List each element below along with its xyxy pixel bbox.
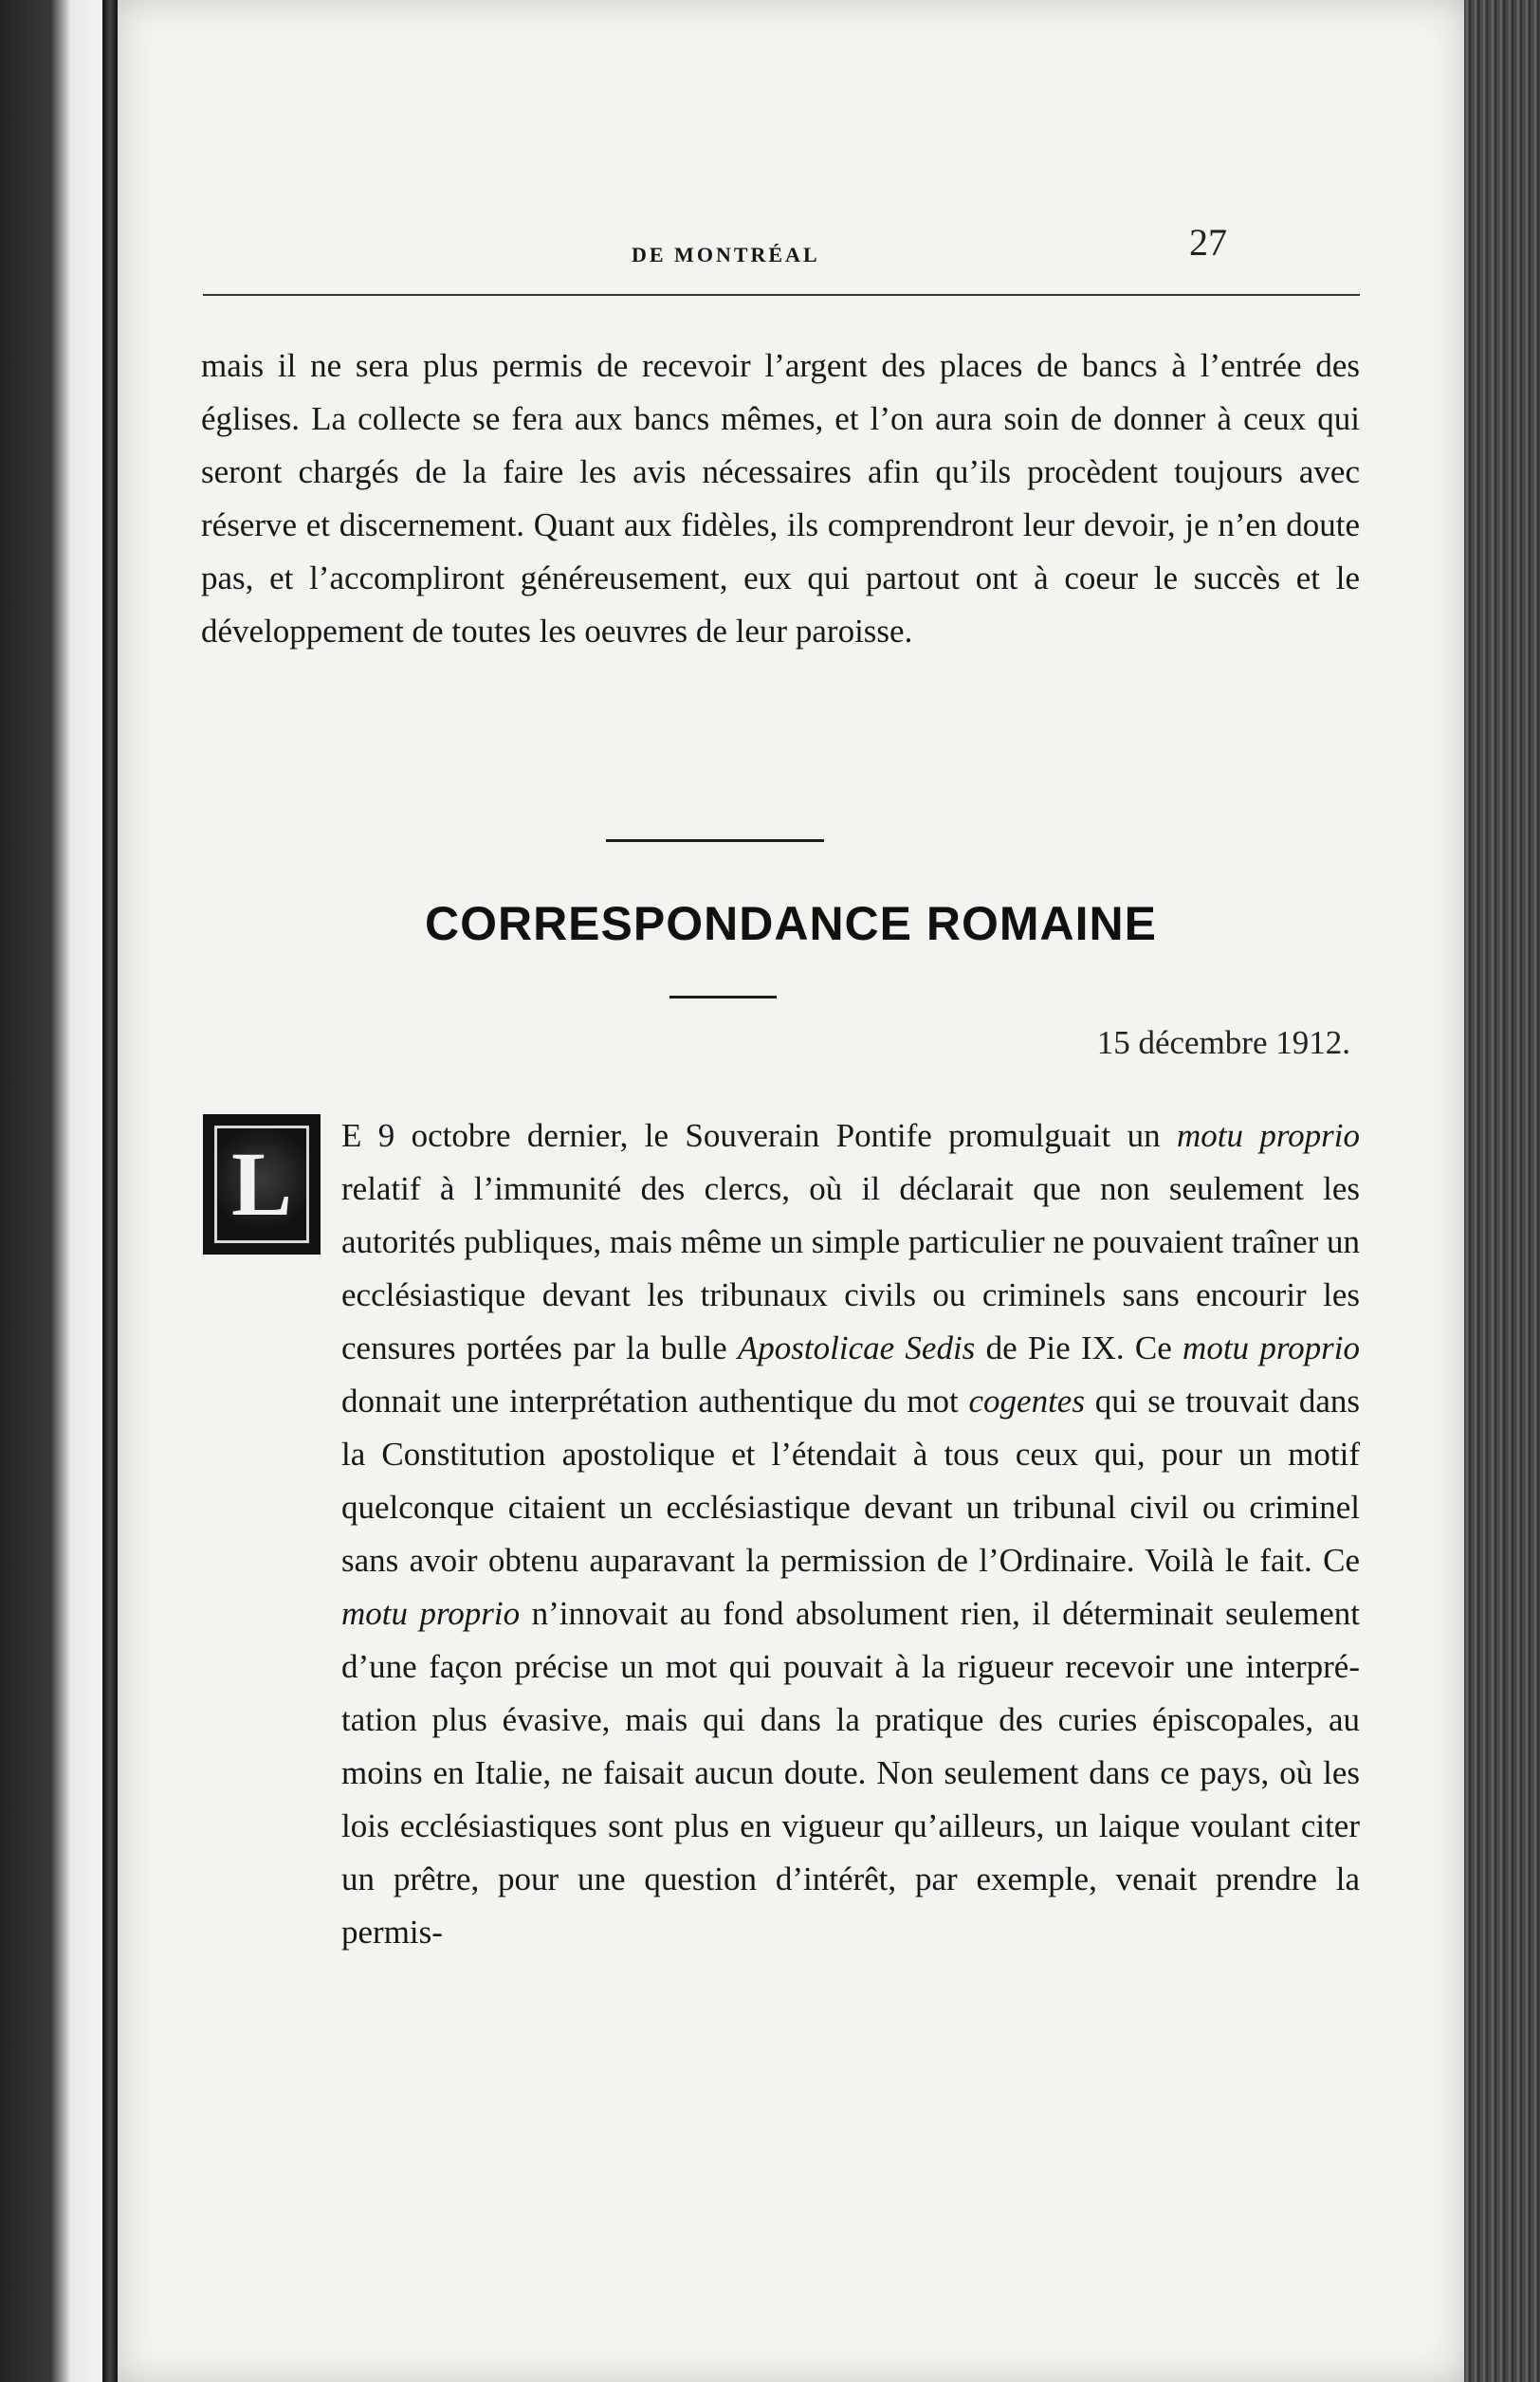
right-page-edge [1464,0,1540,2382]
text-run: n’innovait au fond absolument rien, il déterminait seulement d’une façon précise un mot qui pouvait à la rigueur recevoir une interprétation plus évasive, mais qui dans la pratique des curies épiscopales, au moins en Italie, ne faisait aucun doute. Non seulement dans ce pays, où les lois ecclésiastiques sont plus en vigueur qu’ailleurs, un laique voulant citer un prêtre, pour une question d’intérêt, par exemple, venait prendre la permis- [341,1595,1360,1951]
dateline: 15 décembre 1912. [1096,1024,1350,1061]
running-title: DE MONTRÉAL [632,243,820,266]
book-gutter [102,0,118,2382]
header-rule [203,294,1360,296]
italic-term: motu proprio [1176,1117,1360,1154]
italic-term: Apostolicae Sedis [737,1329,976,1366]
correspondence-paragraph [201,1109,1360,1959]
italic-term: motu proprio [341,1595,521,1632]
text-run: de Pie IX. Ce [975,1329,1183,1366]
section-divider-top [606,839,824,842]
paragraph-opening [201,1109,1360,1959]
running-head [118,221,1464,275]
section-divider-bottom [669,996,777,999]
italic-term: cogentes [968,1383,1085,1420]
page-number: 27 [1189,221,1227,264]
book-page [118,0,1464,2382]
left-page-edge [0,0,114,2382]
section-title: CORRESPONDANCE ROMAINE [424,897,1158,950]
drop-cap-letter: L [230,1133,293,1235]
text-run: qui se trouvait dans la Constitution apostolique et l’étendait à tous ceux qui, pour un motif quelconque citaient un ecclésiastique devant un tribunal civil ou criminel sans avoir obtenu auparavant la permission de l’Ordinaire. Voilà le fait. Ce [341,1383,1360,1579]
text-run: E 9 octobre dernier, le Souverain Pontife promulguait un [341,1117,1177,1154]
paragraph-continuation: mais il ne sera plus permis de recevoir l’argent des places de bancs à l’entrée des églises. La collecte se fera aux bancs mêmes, et l’on aura soin de donner à ceux qui seront chargés de la faire les avis nécessaires afin qu’ils procèdent toujours avec réserve et discernement. Quant aux fidèles, ils comprendront leur devoir, je n’en doute pas, et l’accompliront généreusement, eux qui partout ont à coeur le succès et le développement de toutes les oeuvres de leur paroisse. [201,347,1360,650]
italic-term: motu proprio [1182,1329,1360,1366]
text-run: donnait une interprétation authentique du mot [341,1383,969,1420]
text-run: relatif à l’immunité des clercs, où il déclarait que non seulement les autorités publiques, mais même un simple particulier ne pouvaient traîner un ecclésiastique devant les tribunaux civils ou criminels sans encourir les censures portées par la bulle [341,1170,1361,1366]
